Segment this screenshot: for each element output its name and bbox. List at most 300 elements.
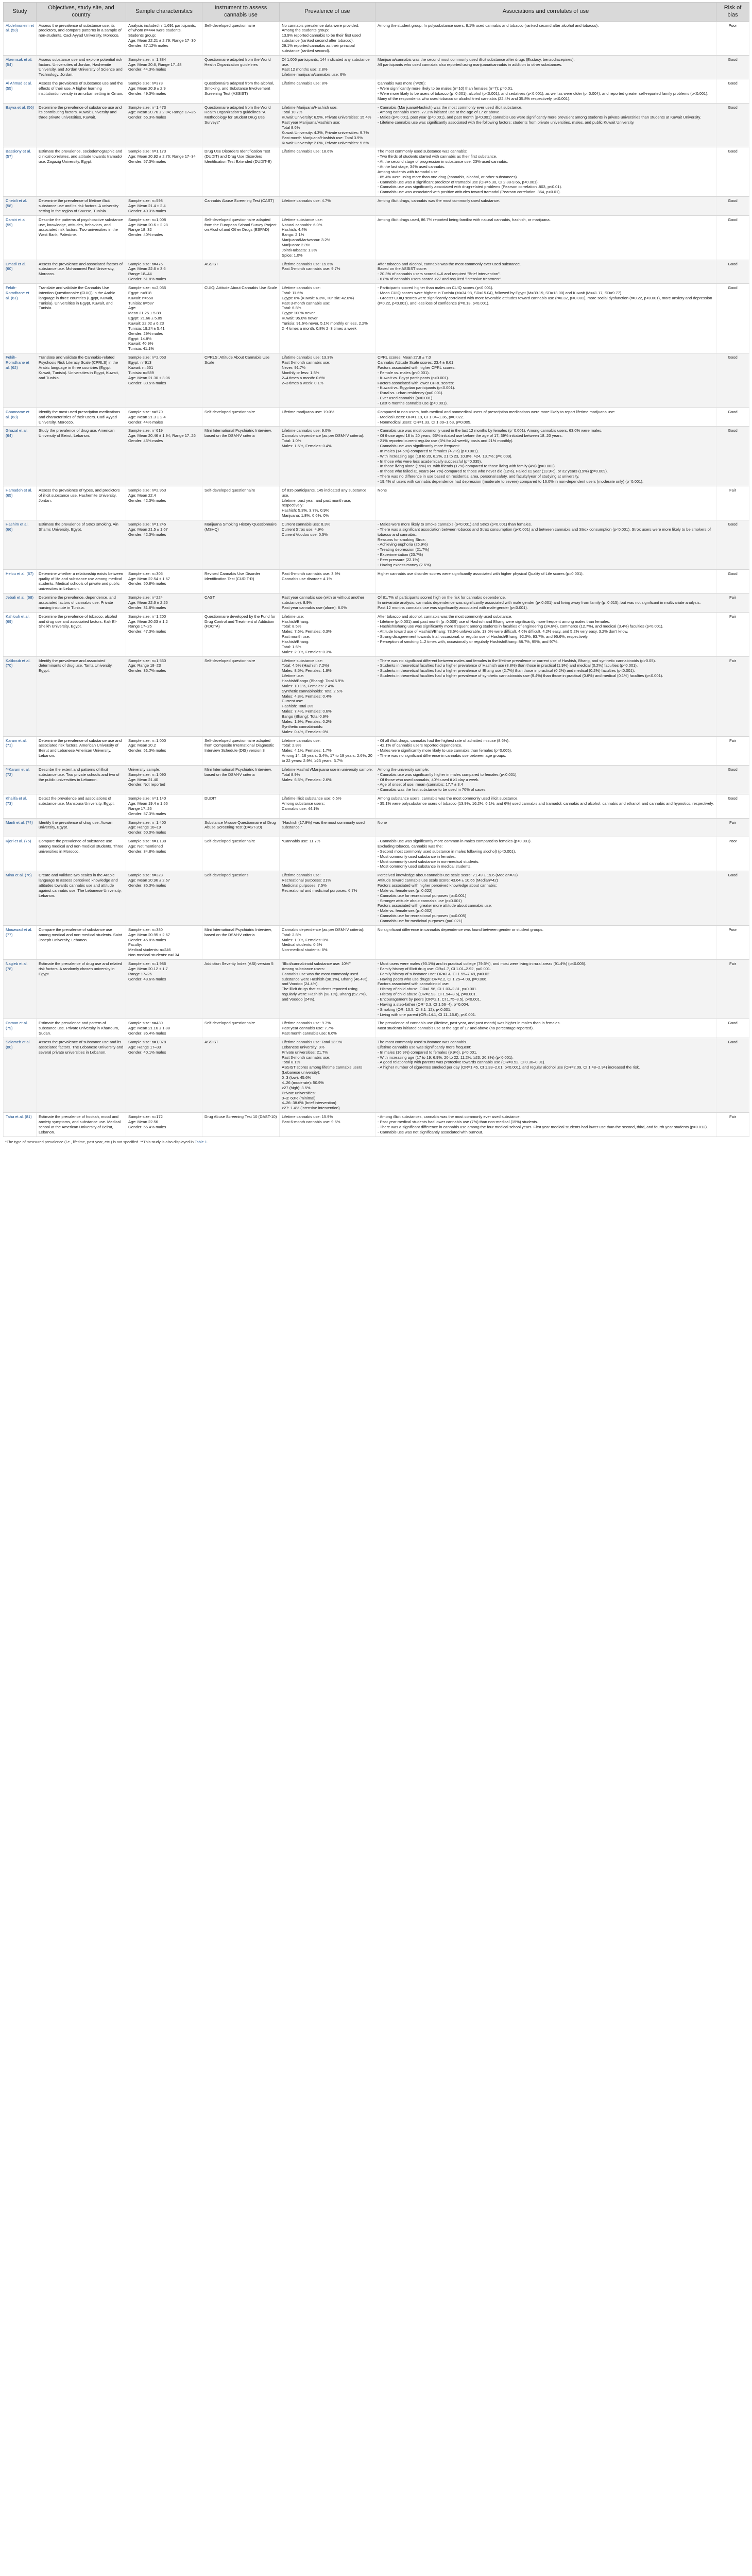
- associations-cell-line: - Family history of substance use: OR=3.4, CI 1.55–7.49, p=0.02.: [378, 971, 491, 976]
- prevalence-cell-line: Joint/Habaata: 1.3%: [282, 247, 317, 252]
- prevalence-cell: [280, 408, 375, 427]
- study-cell[interactable]: Kjeri et al. (75): [4, 837, 37, 871]
- associations-cell: [375, 765, 716, 794]
- risk-of-bias-cell: Good: [716, 353, 749, 408]
- associations-cell-line: - Nonmedical users: OR=1.33, CI 1.09–1.63, p=0.005.: [378, 419, 471, 425]
- sample-cell-line: Gender: 29% males: [128, 331, 163, 336]
- sample-cell-line: Gender: 36.7% males: [128, 668, 166, 673]
- prevalence-cell-line: Medical students: 0.5%: [282, 942, 322, 947]
- prevalence-cell-line: Private universities:: [282, 1090, 316, 1095]
- risk-of-bias-cell: Fair: [716, 594, 749, 613]
- sample-cell: [126, 427, 202, 486]
- sample-cell-line: Sample size: n=1,986: [128, 961, 166, 967]
- table-row: [4, 794, 749, 818]
- associations-cell-line: - Hashish/Bhang use was significantly more frequent among students in faculties of engineering (24.6%), commerce (12.7%), and medical (3.4%) faculties (p<0.001).: [378, 624, 663, 629]
- prevalence-cell-line: Past 6-month cannabis use: 3.9%: [282, 571, 340, 576]
- sample-cell-line: Age: Mean 22.56: [128, 1119, 158, 1124]
- sample-cell-line: Age: Mean 22.6 ± 3.6: [128, 266, 166, 272]
- associations-cell: [375, 284, 716, 353]
- sample-cell-line: Age: Mean 20.9 ± 2.9: [128, 86, 166, 91]
- prevalence-cell-line: Never: 91.7%: [282, 365, 306, 370]
- associations-cell-line: The most commonly used substance was cannabis.: [378, 1040, 467, 1045]
- prevalence-cell-line: Kuwait University: 4.3%, Private universities: 9.7%: [282, 130, 369, 135]
- risk-of-bias-cell: Fair: [716, 656, 749, 736]
- prevalence-cell: [280, 520, 375, 569]
- sample-cell: [126, 147, 202, 197]
- prevalence-cell-line: Among substance users:: [282, 801, 325, 806]
- prevalence-cell: [280, 21, 375, 55]
- associations-cell-line: - Males were significantly more likely to use cannabis than females (p=0.005).: [378, 748, 512, 753]
- associations-cell: [375, 794, 716, 818]
- prevalence-cell: [280, 1113, 375, 1137]
- associations-cell-line: Cannabis Attitude Scale scores: 23.4 ± 8.61: [378, 360, 454, 365]
- objectives-cell: Identify the prevalence and associated determinants of drug use. Tanta University, Egypt.: [37, 656, 126, 736]
- study-cell[interactable]: Manfi et al. (74): [4, 818, 37, 837]
- risk-of-bias-cell: Fair: [716, 1113, 749, 1137]
- instrument-cell: Questionnaire adapted from the alcohol, Smoking, and Substance Involvement Screening Test (ASSIST): [202, 79, 280, 103]
- risk-of-bias-cell: Fair: [716, 486, 749, 520]
- associations-cell-line: - Of all illicit drugs, cannabis had the highest rate of admitted misuse (8.6%).: [378, 738, 510, 743]
- prevalence-cell-line: Total 8.6%: [282, 125, 300, 130]
- associations-cell: [375, 197, 716, 216]
- associations-cell: [375, 79, 716, 103]
- sample-cell: [126, 925, 202, 959]
- prevalence-cell-line: The illicit drugs that students reported using regularly were: Hashish (98.1%), Bhang (52.7%), and Voodoo (24%).: [282, 987, 367, 1002]
- prevalence-cell-line: Total: 2.8%: [282, 743, 301, 748]
- sample-cell-line: Gender: 57.3% males: [128, 159, 166, 164]
- instrument-cell: Questionnaire developed by the Fund for Drug Control and Treatment of Addiction (FDCTA): [202, 612, 280, 656]
- associations-cell-line: - In those living alone (19%) vs. with friends (12%) compared to those living with family (4%) (p=0.002).: [378, 464, 556, 469]
- prevalence-cell-line: Males: 6.5%, Females: 2.6%: [282, 777, 332, 782]
- prevalence-cell-line: Past 3-month cannabis use:: [282, 1055, 331, 1060]
- prevalence-cell-line: ≥27 (high): 3.5%: [282, 1085, 311, 1090]
- sample-cell-line: Tunisia: 41.1%: [128, 346, 154, 351]
- associations-cell: [375, 520, 716, 569]
- prevalence-cell-line: Past month use:: [282, 634, 310, 639]
- associations-cell: [375, 656, 716, 736]
- associations-cell: [375, 612, 716, 656]
- instrument-cell: Self-developed questionnaire adapted from Composite International Diagnostic Interview Schedule (DIS) version 3: [202, 736, 280, 765]
- prevalence-cell-line: Past 12 months use: 2.8%: [282, 67, 328, 72]
- sample-cell-line: Age: Mean 20.6 ± 2.28: [128, 222, 168, 227]
- sample-cell-line: Sample size: n=1,078: [128, 1040, 166, 1045]
- study-cell[interactable]: Bassiony et al. (57): [4, 147, 37, 197]
- sample-cell: [126, 55, 202, 79]
- associations-cell-line: Lifetime cannabis use was significantly more frequent:: [378, 1044, 471, 1049]
- prevalence-cell-line: Lifetime cannabis use: 9.0%: [282, 428, 331, 433]
- associations-cell: [375, 818, 716, 837]
- prevalence-cell-line: ≥27: 1.4% (intensive intervention): [282, 1106, 340, 1111]
- table-row: [4, 284, 749, 353]
- associations-cell-line: - Cannabis use was associated with positive attitudes toward tramadol (Pearson correlation .864, p<0.01).: [378, 190, 561, 195]
- study-cell[interactable]: Abdelmoneim et al. (53): [4, 21, 37, 55]
- associations-cell: [375, 147, 716, 197]
- instrument-cell: DUDIT: [202, 794, 280, 818]
- objectives-cell: Determine the prevalence of tobacco, alcohol and drug use and associated factors. Kafr El-Sheikh University, Egypt.: [37, 612, 126, 656]
- column-header: Associations and correlates of use: [375, 3, 716, 22]
- sample-cell-line: Gender: 57.3% males: [128, 811, 166, 816]
- prevalence-cell-line: Lifetime cannabis use: 8%: [282, 81, 328, 86]
- instrument-cell: Addiction Severity Index (ASI) version 5: [202, 960, 280, 1019]
- sample-cell-line: Gender: 51.3% males: [128, 748, 166, 753]
- sample-cell-line: Sample size: n=1,384: [128, 57, 166, 62]
- sample-cell-line: Sample size: n=373: [128, 81, 163, 86]
- associations-cell: [375, 103, 716, 147]
- study-cell[interactable]: **Karam et al. (72): [4, 765, 37, 794]
- prevalence-cell-line: Synthetic cannabinoids: Total 2.6%: [282, 688, 343, 693]
- sample-cell: [126, 837, 202, 871]
- associations-cell-line: - Most users were males (93.1%) and in practical college (79.5%), and most were living in rural areas (91.4%) (p<0.005).: [378, 961, 586, 967]
- sample-cell-line: Sample size: n=1,173: [128, 149, 166, 154]
- sample-cell-line: Sample size: n=1,008: [128, 217, 166, 222]
- prevalence-cell-line: Males: 7.6%, Females: 0.3%: [282, 629, 332, 634]
- sample-cell-line: Range 17–25: [128, 624, 152, 629]
- sample-cell-line: Gender: 47.3% males: [128, 629, 166, 634]
- prevalence-cell-line: Lifetime illicit substance use: 6.5%: [282, 796, 341, 801]
- table-body: [4, 21, 749, 1137]
- prevalence-cell-line: Lifetime cannabis use: 9.7%: [282, 1021, 331, 1026]
- prevalence-cell-line: Past 6-month cannabis use: 9.5%: [282, 1119, 340, 1124]
- study-cell[interactable]: Al Ahmad et al. (55): [4, 79, 37, 103]
- prevalence-cell-line: Monthly or less: 1.8%: [282, 370, 319, 375]
- risk-of-bias-cell: Fair: [716, 818, 749, 837]
- sample-cell: [126, 79, 202, 103]
- associations-cell-line: - 6.8% of cannabis users scored ≥27 and required "intensive treatment".: [378, 277, 502, 282]
- study-cell[interactable]: Ghazal et al. (64): [4, 427, 37, 486]
- associations-cell-line: - 19.4% of users with cannabis dependence had depression (moderate to severe) compared to 16.0% in non-dependent users (moderate only) (p=0.001).: [378, 479, 644, 484]
- instrument-cell: CAST: [202, 594, 280, 613]
- study-cell[interactable]: Osman et al. (79): [4, 1019, 37, 1038]
- sample-cell: [126, 1038, 202, 1113]
- column-header: Risk of bias: [716, 3, 749, 22]
- associations-cell-line: After tobacco and alcohol, cannabis was the most commonly used substance.: [378, 614, 512, 619]
- prevalence-cell-line: Among the students group:: [282, 28, 329, 33]
- associations-cell-line: - Students in theoretical faculties had a higher prevalence of Bhang use (2.7%) than those in practical (0.2%) and medical (0.2%) faculties (p<0.001).: [378, 668, 635, 673]
- prevalence-cell-line: Bango (Bhang): Total 0.9%: [282, 714, 329, 719]
- prevalence-cell-line: Kuwait: 95.0% never: [282, 316, 318, 321]
- prevalence-cell-line: Hashish/Bango (Bhang): Total 5.9%: [282, 679, 344, 684]
- prevalence-cell: [280, 197, 375, 216]
- table-row: [4, 612, 749, 656]
- prevalence-cell-line: 4–26 (moderate): 50.9%: [282, 1080, 324, 1085]
- sample-cell-line: Sample size: n=430: [128, 1021, 163, 1026]
- prevalence-cell-line: Marijuana: 1.8%, 0.6%, 0%: [282, 513, 329, 518]
- instrument-cell: ASSIST: [202, 260, 280, 283]
- sample-cell-line: Sample size: n=172: [128, 1114, 163, 1120]
- associations-cell-line: - With increasing age (18 to 20, 6.2%, 21 to 23, 10.8%, >24, 13.7%; p=0.009).: [378, 453, 512, 459]
- associations-cell-line: - History of child abuse: OR=1.96, CI 1.03–2.81, p=0.001.: [378, 987, 477, 992]
- associations-cell-line: Among substance users, cannabis was the most commonly used illicit substance.: [378, 796, 519, 801]
- prevalence-cell-line: Lifetime use:: [282, 614, 304, 619]
- sample-cell: [126, 871, 202, 926]
- sample-cell-line: Age: Mean 20.03 ± 1.2: [128, 619, 168, 624]
- associations-cell-line: - A good relationship with parents was protective towards cannabis use (OR=0.52, CI 0.30–0.91).: [378, 1060, 545, 1065]
- sample-cell-line: Gender: 44% males: [128, 419, 163, 425]
- objectives-cell: Assess the prevalence of types, and predictors of illicit substance use. Hashemite University, Jordan.: [37, 486, 126, 520]
- study-cell[interactable]: Taha et al. (81): [4, 1113, 37, 1137]
- risk-of-bias-cell: Good: [716, 284, 749, 353]
- risk-of-bias-cell: Good: [716, 1038, 749, 1113]
- associations-cell-line: Among the student group: In polysubstance users, 8.1% used cannabis and tobacco (ranked second after alcohol and tobacco).: [378, 23, 599, 28]
- table-row: [4, 1019, 749, 1038]
- associations-cell-line: After tobacco and alcohol, cannabis was the most commonly ever used substance.: [378, 261, 521, 266]
- sample-cell-line: Gender: 45.8% males: [128, 937, 166, 942]
- associations-cell-line: - Cannabis use was significantly higher in males compared to females (p<0.001).: [378, 772, 518, 777]
- prevalence-cell-line: Past 3-month cannabis use:: [282, 360, 331, 365]
- prevalence-cell-line: 0–3 (low): 45.6%: [282, 1075, 311, 1080]
- associations-cell-line: - Attitude toward use of Hashish/Bhang: 73.6% unfavorable, 13.0% were difficult, 4.6% difficult, 4.2% easy, and 5.2% very easy, 3.2% don't know.: [378, 629, 628, 634]
- study-cell[interactable]: Emadi et al. (60): [4, 260, 37, 283]
- prevalence-cell-line: Hashish/Bhang:: [282, 619, 310, 624]
- associations-cell-line: Cannabis was more (n=28):: [378, 81, 426, 86]
- objectives-cell: Translate and validate the Cannabis-related Psychosis Risk Literacy Scale (CPRLS) in the Arabic language in three countries (Egypt, Kuwait, Tunisia). Universities in Egypt, Kuwait, and Tunisia.: [37, 353, 126, 408]
- sample-cell: [126, 656, 202, 736]
- associations-cell-line: - 42.1% of cannabis users reported dependence.: [378, 743, 463, 748]
- prevalence-cell-line: No cannabis prevalence data were provided.: [282, 23, 360, 28]
- prevalence-cell-line: 13.9% reported cannabis to be their first used substance (ranked second after tobacco).: [282, 33, 361, 43]
- associations-cell-line: Factors associated with higher CPRL scores:: [378, 365, 456, 370]
- associations-cell-line: - Cannabis use was most commonly used in the last 12 months by females (p=0.001). Among cannabis users, 63.0% were males.: [378, 428, 603, 433]
- associations-cell-line: - In males (14.5%) compared to females (4.7%) (p<0.001).: [378, 448, 479, 453]
- sample-cell: [126, 103, 202, 147]
- study-cell[interactable]: Karam et al. (71): [4, 736, 37, 765]
- associations-cell-line: - There was no significant different between males and females in the lifetime prevalence or current use of Hashish, Bhang, and synthetic cannabinoids (p>0.05).: [378, 658, 656, 663]
- prevalence-cell-line: Total: 11.6%: [282, 290, 303, 295]
- prevalence-cell-line: Lebanese university: 9%: [282, 1044, 324, 1049]
- associations-cell-line: Perceived knowledge about cannabis use scale score: 71.49 ± 19.6 (Median=73): [378, 873, 518, 878]
- table-row: [4, 486, 749, 520]
- associations-cell-line: CPRL scores: Mean 27.8 ± 7.0: [378, 355, 431, 360]
- prevalence-cell-line: Spice: 1.0%: [282, 252, 303, 258]
- table-row: [4, 103, 749, 147]
- objectives-cell: Assess the prevalence of substance use and the effects of their use. A higher learning institution/university in an urban setting in Oman.: [37, 79, 126, 103]
- associations-cell-line: - Experimentation (23.7%): [378, 552, 423, 557]
- prevalence-cell-line: Current Voodoo use: 0.5%: [282, 532, 328, 537]
- prevalence-cell-line: 2–4 times a month: 0.6%: [282, 375, 325, 380]
- associations-cell-line: - With increasing age (17 to 19: 6.9%, 20 to 22: 11.2%, ≥23: 20.3%) (p<0.001).: [378, 1055, 514, 1060]
- associations-cell-line: - 35.1% were polysubstance users of tobacco (13.9%, 16.2%, 6.1%, and 6%) used cannabis and tramadol, cannabis and alcohol, cannabis and ethanol, and cannabis and hypnotics, respectively.: [378, 801, 714, 806]
- sample-cell-line: Tunisia: n=587: [128, 300, 154, 306]
- study-cell[interactable]: Hamadeh et al. (65): [4, 486, 37, 520]
- associations-cell: [375, 353, 716, 408]
- prevalence-cell: [280, 260, 375, 283]
- sample-cell-line: Age: Mean 21.16 ± 1.88: [128, 1026, 170, 1031]
- prevalence-cell: [280, 486, 375, 520]
- prevalence-cell-line: Total: 4.5% (Hashish 7.2%): [282, 663, 329, 668]
- sample-cell-line: Age: Mean 22.4: [128, 493, 156, 498]
- sample-cell-line: Gender: 50.8% males: [128, 581, 166, 586]
- associations-cell: [375, 1019, 716, 1038]
- sample-cell-line: Tunisia: 19.24 ± 5.41: [128, 326, 165, 331]
- sample-cell-line: Range 18–44: [128, 272, 152, 277]
- sample-cell-line: Egypt: n=913: [128, 360, 151, 365]
- sample-cell-line: Gender: 44.3% males: [128, 67, 166, 72]
- prevalence-cell: [280, 594, 375, 613]
- prevalence-cell-line: Past 3-month cannabis use:: [282, 300, 331, 306]
- prevalence-cell-line: *Cannabis use: 11.7%: [282, 839, 320, 844]
- objectives-cell: Determine the prevalence, dependence, and associated factors of cannabis use. Private nursing institute in Tunisia.: [37, 594, 126, 613]
- table-row: [4, 656, 749, 736]
- table-row: [4, 765, 749, 794]
- sample-cell: [126, 353, 202, 408]
- associations-cell-line: - Having a step-father (OR=2.3, CI 1.56–4), p=0.004.: [378, 1002, 469, 1007]
- sample-cell-line: Egypt: 21.66 ± 5.89: [128, 316, 162, 321]
- study-cell[interactable]: Khalifa et al. (73): [4, 794, 37, 818]
- study-cell[interactable]: Alaemsak et al. (54): [4, 55, 37, 79]
- associations-cell-line: - Cannabis was the first substance to be used in 70% of cases.: [378, 787, 487, 792]
- study-cell[interactable]: Fekih-Romdhane et al. (62): [4, 353, 37, 408]
- associations-cell-line: - Cannabis use for recreational purposes (p=0.005): [378, 913, 467, 919]
- table-row: [4, 594, 749, 613]
- associations-cell-line: Reasons for smoking Strox:: [378, 537, 426, 542]
- sample-cell-line: Faculty:: [128, 942, 142, 947]
- associations-cell-line: - Students in theoretical faculties had a higher prevalence of synthetic cannabinoids use (9.4%) than those in practical (0.6%) and medical (0.1%) faculties (p<0.001).: [378, 673, 663, 679]
- sample-cell-line: University sample:: [128, 767, 161, 772]
- study-cell[interactable]: Salameh et al. (80): [4, 1038, 37, 1113]
- objectives-cell: Estimate the prevalence and pattern of substance use. Private university in Khartoum, Sudan.: [37, 1019, 126, 1038]
- associations-cell-line: - Mean CUIQ scores were highest in Tunisia (M=34.98, SD=15.04), followed by Egypt (M=39.19, SD=13.00) and Kuwait (M=41.17, SD=9.77).: [378, 290, 623, 295]
- sample-cell-line: Gender: 46% males: [128, 438, 163, 444]
- footnote-table-link[interactable]: Table 1.: [194, 1139, 208, 1144]
- studies-table: [3, 2, 749, 1137]
- prevalence-cell-line: Males: 10.1%, Females: 2.4%: [282, 683, 334, 688]
- sample-cell-line: Gender: 87.12% males: [128, 43, 168, 48]
- prevalence-cell-line: Cannabis use: 44.1%: [282, 806, 319, 811]
- table-row: [4, 818, 749, 837]
- sample-cell-line: Age:: [128, 306, 136, 311]
- study-cell[interactable]: Mouawad et al. (77): [4, 925, 37, 959]
- objectives-cell: Determine the prevalence of substance use and associated risk factors. American University of Beirut and Lebanese American University, Lebanon.: [37, 736, 126, 765]
- prevalence-cell-line: Recreational purposes: 21%: [282, 878, 331, 883]
- objectives-cell: Translate and validate the Cannabis Use Intention Questionnaire (CUIQ) in the Arabic language in three countries (Egypt, Kuwait, Tunisia). Universities in Egypt, Kuwait, and Tunisia.: [37, 284, 126, 353]
- sample-cell-line: Gender: 42.3% males: [128, 532, 166, 537]
- instrument-cell: Questionnaire adapted from the World Health Organization guidelines: [202, 55, 280, 79]
- table-row: [4, 871, 749, 926]
- sample-cell-line: Sample size: n=619: [128, 428, 163, 433]
- objectives-cell: Detect the prevalence and associations of substance use. Mansoura University, Egypt.: [37, 794, 126, 818]
- associations-cell-line: In univariate analysis, cannabis dependence was significantly associated with male gender (p<0.001) and living away from family (p=0.015), but was not significant in multivariate analysis.: [378, 600, 701, 605]
- study-cell[interactable]: Kahlouh et al. (69): [4, 612, 37, 656]
- table-footnote: [3, 1137, 749, 1147]
- associations-cell: [375, 1113, 716, 1137]
- risk-of-bias-cell: Good: [716, 408, 749, 427]
- prevalence-cell-line: Cannabis dependence (as per DSM-IV criteria):: [282, 433, 364, 438]
- sample-cell-line: Age: Mean 21.5 ± 1.67: [128, 527, 168, 532]
- sample-cell-line: Age: Mean 22.6 ± 2.26: [128, 600, 168, 605]
- sample-cell-line: Age: Mean 21.3 ± 2.4: [128, 414, 166, 419]
- prevalence-cell-line: Hashish: 4.4%: [282, 227, 307, 232]
- column-header: Study: [4, 3, 37, 22]
- sample-cell: [126, 569, 202, 593]
- prevalence-cell-line: Lifetime substance use:: [282, 217, 323, 222]
- prevalence-cell-line: Total: 6.8%: [282, 306, 301, 311]
- associations-cell-line: - Participants scored higher than males on CUIQ scores (p<0.001).: [378, 285, 493, 291]
- associations-cell-line: - Male vs. female sex (p=0.022): [378, 888, 433, 893]
- associations-cell-line: - Medical users: OR=1.19, CI 1.04–1.36, p=0.022.: [378, 414, 465, 419]
- prevalence-cell-line: Lifetime marijuana use: 19.0%: [282, 409, 335, 414]
- prevalence-cell-line: Private universities: 21.7%: [282, 1049, 328, 1055]
- instrument-cell: Substance Misuse Questionnaire of Drug Abuse Screening Test (DAST-20): [202, 818, 280, 837]
- study-cell[interactable]: Fekih-Romdhane et al. (61): [4, 284, 37, 353]
- associations-cell-line: Factors associated with lower CPRL scores:: [378, 380, 454, 385]
- instrument-cell: Revised Cannabis Use Disorder Identification Test (CUDIT-R): [202, 569, 280, 593]
- study-cell[interactable]: Damiri et al. (59): [4, 215, 37, 260]
- study-cell[interactable]: Hashim et al. (66): [4, 520, 37, 569]
- objectives-cell: Determine the prevalence of lifetime illicit substance use and its risk factors. A university setting in the region of Sousse, Tunisia.: [37, 197, 126, 216]
- associations-cell-line: - Of those aged 18 to 20 years, 63% initiated use before the age of 17, 39% initiated between 18–20 years.: [378, 433, 563, 438]
- prevalence-cell-line: Hashish/Bhang:: [282, 639, 310, 645]
- prevalence-cell: [280, 79, 375, 103]
- study-cell[interactable]: Kaliboub et al. (70): [4, 656, 37, 736]
- sample-cell-line: Sample size: n=476: [128, 261, 163, 266]
- prevalence-cell-line: Total: 1.6%: [282, 644, 301, 649]
- prevalence-cell-line: Males: 2.9%, Females: 0.3%: [282, 649, 332, 654]
- sample-cell: [126, 260, 202, 283]
- sample-cell-line: Sample size: n=380: [128, 927, 163, 932]
- prevalence-cell-line: 29.1% reported cannabis as their principal substance (ranked second).: [282, 43, 355, 53]
- objectives-cell: Compare the prevalence of substance use among medical and non-medical students. Three universities in Morocco.: [37, 837, 126, 871]
- associations-cell-line: - There was no significant difference in cannabis use between age groups.: [378, 753, 506, 758]
- study-cell[interactable]: Bajwa et al. (56): [4, 103, 37, 147]
- sample-cell-line: Mean 21.25 ± 5.88: [128, 311, 161, 316]
- instrument-cell: Self-developed questions: [202, 871, 280, 926]
- prevalence-cell-line: Lifetime marijuana/cannabis use: 6%: [282, 72, 346, 77]
- associations-cell-line: None: [378, 820, 387, 825]
- associations-cell: [375, 55, 716, 79]
- prevalence-cell-line: Of 1,006 participants, 144 indicated any substance use.: [282, 57, 370, 67]
- table-row: [4, 736, 749, 765]
- study-cell[interactable]: Mina et al. (76): [4, 871, 37, 926]
- study-cell[interactable]: Chebili et al. (58): [4, 197, 37, 216]
- sample-cell-line: Gender: 36.4% males: [128, 1031, 166, 1036]
- study-cell[interactable]: Jebali et al. (68): [4, 594, 37, 613]
- prevalence-cell-line: Males: 1.9%, Females: 0.2%: [282, 719, 332, 724]
- associations-cell: [375, 215, 716, 260]
- risk-of-bias-cell: Good: [716, 871, 749, 926]
- prevalence-cell-line: Lifetime cannabis use: 18.6%: [282, 149, 333, 154]
- associations-cell-line: Attitude toward cannabis use scale score: 43.64 ± 10.66 (Median=42): [378, 878, 498, 883]
- prevalence-cell-line: Past month cannabis use: 6.6%: [282, 1031, 337, 1036]
- associations-cell: [375, 486, 716, 520]
- study-cell[interactable]: Nagieb et al. (78): [4, 960, 37, 1019]
- prevalence-cell: [280, 353, 375, 408]
- prevalence-cell: [280, 1038, 375, 1113]
- objectives-cell: Determine whether a relationship exists between quality of life and substance use among medical students. Medical schools of private and public universities in Lebanon.: [37, 569, 126, 593]
- associations-cell-line: Most students initiated cannabis use at the age of 17 and above (no percentage reported).: [378, 1026, 534, 1031]
- associations-cell-line: - Strong disagreement towards trial, occasional, or regular use of Hashish/Bhang: 92.0%, 93.7%, and 95.6%, respectively.: [378, 634, 589, 639]
- associations-cell: [375, 736, 716, 765]
- study-cell[interactable]: Ghanname et al. (63): [4, 408, 37, 427]
- objectives-cell: Create and validate two scales in the Arabic language to assess perceived knowledge and attitudes towards cannabis use and attitude against cannabis use. The Lebanese University, Lebanon.: [37, 871, 126, 926]
- associations-cell: [375, 21, 716, 55]
- risk-of-bias-cell: Fair: [716, 612, 749, 656]
- sample-cell: [126, 408, 202, 427]
- prevalence-cell: [280, 284, 375, 353]
- table-row: [4, 197, 749, 216]
- associations-cell-line: - Peer pressure (22.1%): [378, 557, 420, 562]
- associations-cell-line: - Age of onset of use: mean (cannabis: 17.7 ± 3.4: [378, 782, 463, 787]
- associations-cell-line: - 20.3% of cannabis users scored 4–6 and required "Brief intervention".: [378, 272, 501, 277]
- sample-cell: [126, 1019, 202, 1038]
- prevalence-cell-line: 2–3 times a week: 0.1%: [282, 380, 323, 385]
- associations-cell-line: Factors associated with greater more attitude about cannabis use:: [378, 903, 492, 908]
- sample-cell: [126, 736, 202, 765]
- associations-cell-line: - Of those who used cannabis, 40% used it ≥1 day a week.: [378, 777, 480, 782]
- sample-cell-line: Analysis included n=1,691 participants,: [128, 23, 196, 28]
- sample-cell-line: Sample size: n=1,090: [128, 772, 166, 777]
- study-cell[interactable]: Helou et al. (67): [4, 569, 37, 593]
- objectives-cell: Identify the prevalence of drug use. Aswan university, Egypt.: [37, 818, 126, 837]
